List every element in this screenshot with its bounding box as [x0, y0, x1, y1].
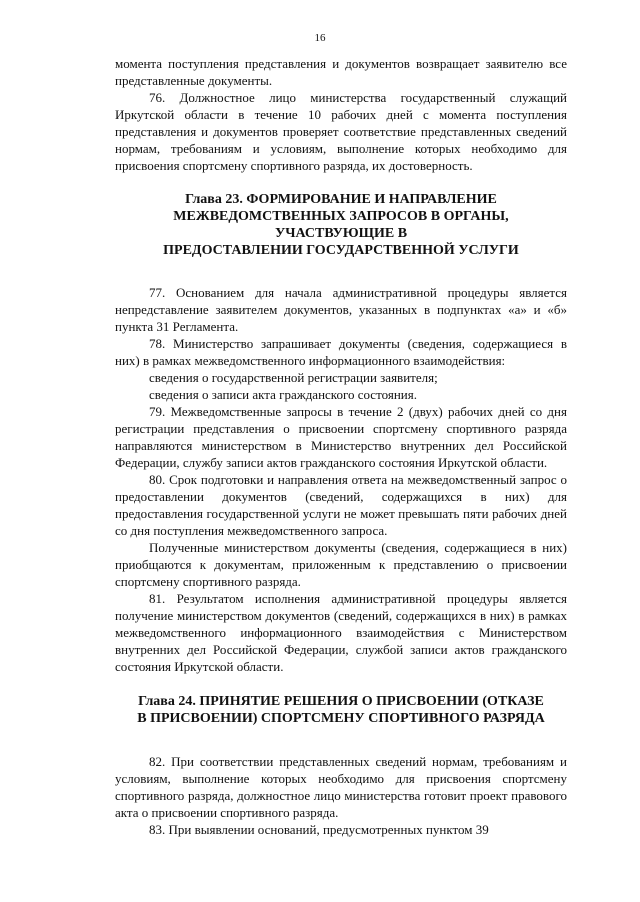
paragraph-79: 79. Межведомственные запросы в течение 2 (двух) рабочих дней со дня регистрации представления о присвоении спортсмену спортивного разряда направляются министерством в Министерство внутренних дел Российской Федерации, службу записи актов гражданского состояния Иркутской области.	[115, 404, 567, 470]
chapter-24-title	[115, 693, 567, 727]
page-number: 16	[314, 32, 326, 44]
document-body	[115, 55, 567, 838]
paragraph-78: 78. Министерство запрашивает документы (сведения, содержащиеся в них) в рамках межведомственного информационного взаимодействия:	[115, 336, 567, 368]
spacer	[115, 174, 567, 191]
paragraph-76: 76. Должностное лицо министерства государственный служащий Иркутской области в течение 10 рабочих дней с момента поступления представления и документов проверяет соответствие представленных сведений нормам, требованиям и условиям, выполнение которых необходимо для присвоения спортсмену спортивного разряда, их достоверность.	[115, 90, 567, 173]
chapter-23-title-line-1: Глава 23. ФОРМИРОВАНИЕ И НАПРАВЛЕНИЕ	[185, 192, 497, 207]
paragraph-83: 83. При выявлении оснований, предусмотренных пунктом 39	[149, 822, 489, 837]
paragraph-78-item-2: сведения о записи акта гражданского состояния.	[149, 387, 417, 402]
paragraph-78-item-1: сведения о государственной регистрации заявителя;	[149, 370, 438, 385]
paragraph-77: 77. Основанием для начала административной процедуры является непредставление заявителем документов, указанных в подпунктах «а» и «б» пункта 31 Регламента.	[115, 285, 567, 334]
spacer	[115, 675, 567, 693]
chapter-23-title-line-2: МЕЖВЕДОМСТВЕННЫХ ЗАПРОСОВ В ОРГАНЫ, УЧАСТВУЮЩИЕ В	[173, 209, 509, 241]
chapter-23-title	[115, 191, 567, 259]
paragraph-82: 82. При соответствии представленных сведений нормам, требованиям и условиям, выполнение которых необходимо для присвоения спортсмену спортивного разряда, должностное лицо министерства готовит проект правового акта о присвоении спортивного разряда.	[115, 754, 567, 820]
chapter-24-title-line-1: Глава 24. ПРИНЯТИЕ РЕШЕНИЯ О ПРИСВОЕНИИ (ОТКАЗЕ	[138, 694, 544, 709]
spacer	[115, 259, 567, 284]
paragraph-81: 81. Результатом исполнения административной процедуры является получение министерством документов (сведений, содержащихся в них) в рамках межведомственного информационного взаимодействия с Министерством внутренних дел Российской Федерации, службой записи актов гражданского состояния Иркутской области.	[115, 591, 567, 674]
paragraph-80: 80. Срок подготовки и направления ответа на межведомственный запрос о предоставлении документов (сведений, содержащихся в них) для предоставления государственной услуги не может превышать пяти рабочих дней со дня поступления межведомственного запроса.	[115, 472, 567, 538]
paragraph-continuation: момента поступления представления и документов возвращает заявителю все представленные документы.	[115, 56, 567, 88]
spacer	[115, 727, 567, 753]
paragraph-80-continued: Полученные министерством документы (сведения, содержащиеся в них) приобщаются к документам, приложенным к представлению о присвоении спортсмену спортивного разряда.	[115, 540, 567, 589]
chapter-24-title-line-2: В ПРИСВОЕНИИ) СПОРТСМЕНУ СПОРТИВНОГО РАЗРЯДА	[137, 711, 545, 726]
chapter-23-title-line-3: ПРЕДОСТАВЛЕНИИ ГОСУДАРСТВЕННОЙ УСЛУГИ	[163, 243, 519, 258]
